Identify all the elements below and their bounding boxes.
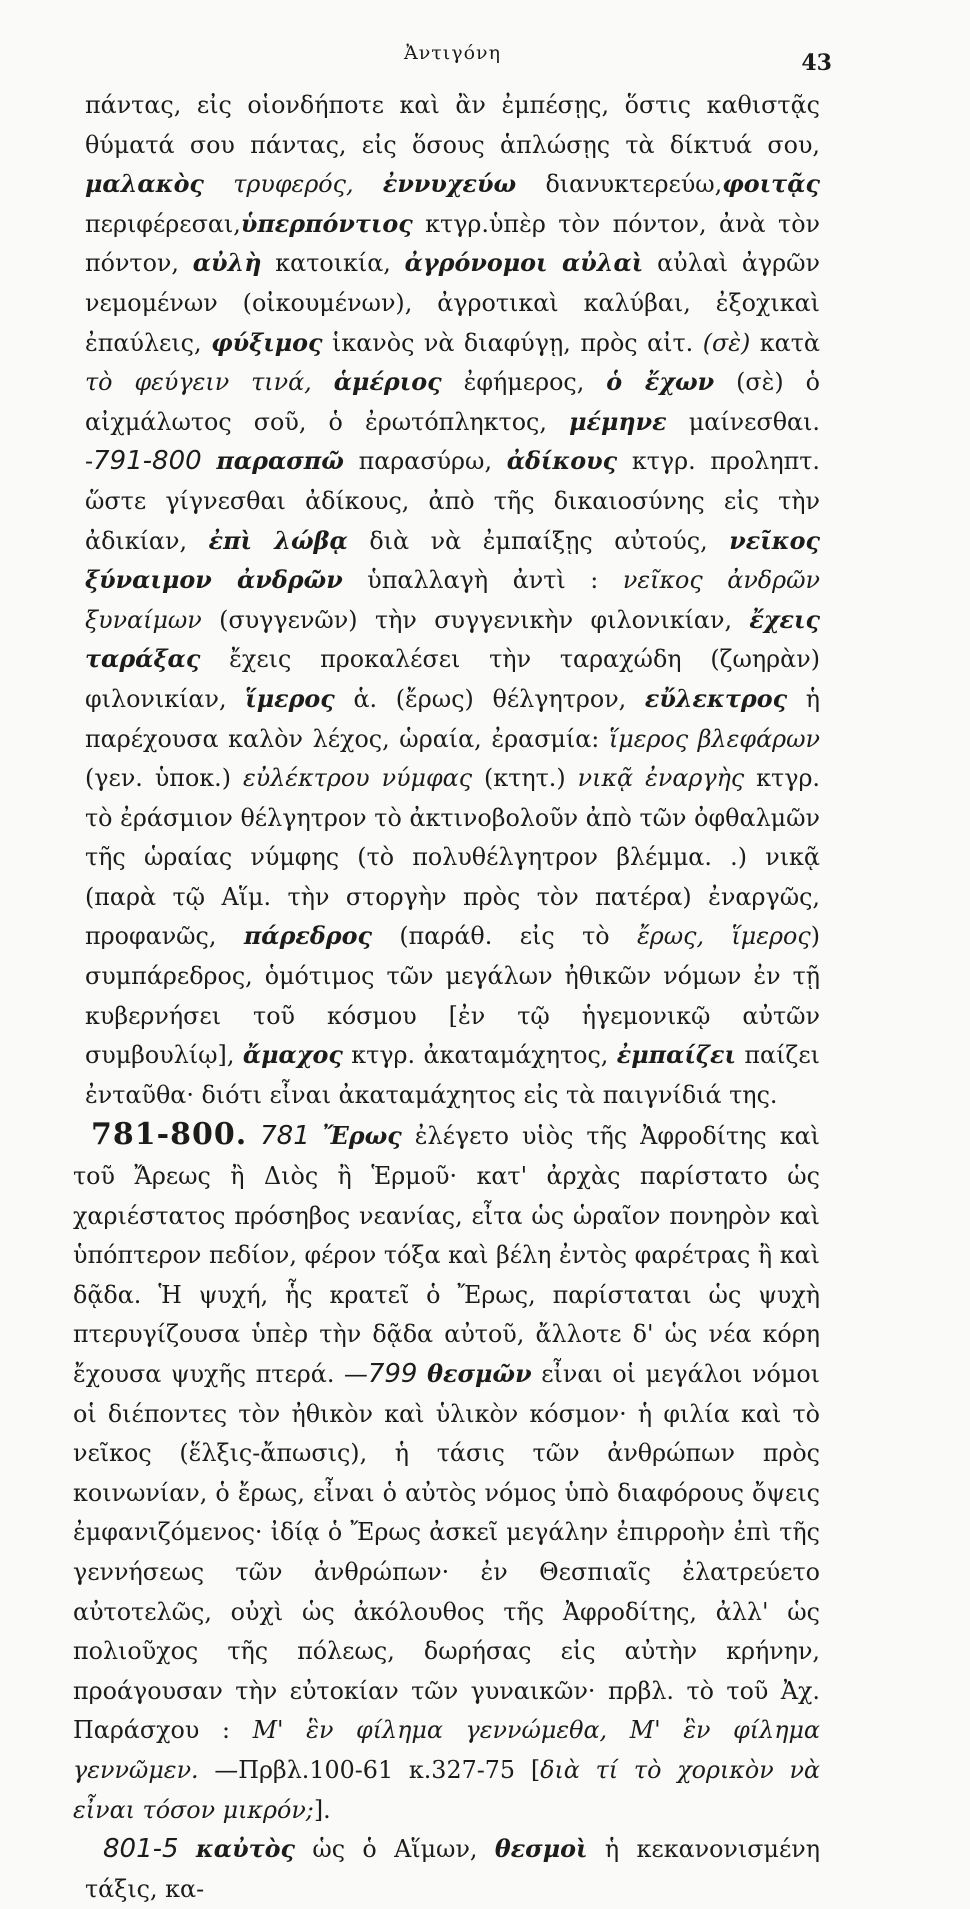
text-run [417,1360,427,1388]
commentary-paragraph [85,86,820,1115]
commentary-paragraph [73,1115,820,1830]
lemma: ἐπὶ λώβᾳ [208,526,348,555]
italic-text: ἔρως, ἵμερος [637,922,811,951]
text-run: (σὲ) ὁ αἰχμάλωτος σοῦ, ὁ ἐρωτόπληκτος, [85,368,820,436]
text-run: ἔχεις προκαλέσει τὴν ταραχώδη (ζωηρὰν) φιλονικίαν, [85,645,820,713]
italic-text: νικᾷ ἐναργὴς [577,764,745,793]
text-run: ἡ παρέχουσα καλὸν λέχος, ὡραία, ἐρασμία: [85,684,820,753]
text-run: (συγγενῶν) τὴν συγγενικὴν φιλονικίαν, [201,605,750,634]
text-run: κατὰ [750,328,820,357]
text-run: μαίνεσθαι. - [85,407,820,476]
text-run: αὐλαὶ ἀγρῶν νεμομένων (οἰκουμένων), ἀγροτικαὶ καλύβαι, ἐξοχικαὶ ἐπαύλεις, [85,249,820,357]
lemma: Ἔρως [322,1122,402,1151]
text-run: κτγρ. τὸ ἐράσμιον θέλγητρον τὸ ἀκτινοβολοῦν ἀπὸ τῶν ὀφθαλμῶν τῆς ὡραίας νύμφης (τὸ πολυθέλγητρον βλέμμα. .) νικᾷ (παρὰ τῷ Αἵμ. τὴν στοργὴν πρὸς τὸν πατέρα) ἐναργῶς, προφανῶς, [85,764,820,951]
lemma: ἁμέριος [333,368,442,397]
lemma: πάρεδρος [243,922,372,951]
text-run [310,1122,323,1150]
line-reference: 799 [367,1359,418,1389]
text-run: (γεν. ὑποκ.) [85,764,243,793]
text-run: διὰ νὰ ἐμπαίξῃς αὐτούς, [347,526,730,555]
text-run [202,447,217,475]
lemma: καὐτὸς [195,1835,295,1864]
text-run: διανυκτερεύω, [516,170,723,199]
commentary-text [73,86,820,1909]
text-run: παίζει ἐνταῦθα· διότι εἶναι ἀκαταμάχητος εἰς τὰ παιγνίδιά της. [85,1041,820,1109]
italic-text: εὐλέκτρου νύμφας [242,764,473,793]
text-run: ]. [313,1795,331,1824]
italic-text: ἵμερος βλεφάρων [608,724,820,753]
text-run [312,368,334,396]
lemma: θεσμοὶ [494,1835,588,1864]
lemma: ἀδίκους [506,447,618,476]
text-run: κτγρ. προληπτ. ὥστε γίγνεσθαι ἀδίκους, ἀπὸ τῆς δικαιοσύνης εἰς τὴν ἀδικίαν, [85,447,820,555]
text-run [354,170,383,198]
text-run: ἁ. (ἔρως) θέλγητρον, [334,684,645,713]
text-run: ἱκανὸς νὰ διαφύγῃ, πρὸς αἰτ. [322,328,703,357]
text-run [179,1835,196,1863]
running-head [85,38,832,78]
text-run: ἐλέγετο υἱὸς τῆς Ἀφροδίτης καὶ τοῦ Ἄρεως ἢ Διὸς ἢ Ἑρμοῦ· κατ' ἀρχὰς παρίστατο ὡς χαριέστατος πρόσηβος νεανίας, εἶτα ὡς ὡραῖον πονηρὸν καὶ ὑπόπτερον πεδίον, φέρον τόξα καὶ βέλη ἐντὸς φαρέτρας ἢ καὶ δᾷδα. Ἡ ψυχή, ἧς κρατεῖ ὁ Ἔρως, παρίσταται ὡς ψυχὴ πτερυγίζουσα ὑπὲρ τὴν δᾷδα αὐτοῦ, ἄλλοτε δ' ὡς νέα κόρη ἔχουσα ψυχῆς πτερά. — [73,1122,820,1388]
lemma: θεσμῶν [427,1360,532,1388]
lemma: παρασπῶ [216,447,344,476]
lemma: αὐλὴ [192,249,262,278]
text-run: εἶναι οἱ μεγάλοι νόμοι οἱ διέποντες τὸν ἠθικὸν καὶ ὑλικὸν κόσμον· ἡ φιλία καὶ τὸ νεῖκος (ἕλξις-ἄπωσις), ἡ τάσις τῶν ἀνθρώπων πρὸς κοινωνίαν, ὁ ἔρως, εἶναι ὁ αὐτὸς νόμος ὑπὸ διαφόρους ὄψεις ἐμφανιζόμενος· ἰδίᾳ ὁ Ἔρως ἀσκεῖ μεγάλην ἐπιρροὴν ἐπὶ τῆς γεννήσεως τῶν ἀνθρώπων· ἐν Θεσπιαῖς ἐλατρεύετο αὐτοτελῶς, οὐχὶ ὡς ἀκόλουθος τῆς Ἀφροδίτης, ἀλλ' ὡς πολιοῦχος τῆς πόλεως, δωρήσας εἰς αὐτὴν κρήνην, προάγουσαν τὴν εὐτοκίαν τῶν γυναικῶν· πρβλ. τὸ τοῦ Ἀχ. Παράσχου : [73,1360,820,1745]
running-title: Ἀντιγόνη [404,42,501,64]
text-run: —Πρβλ.100-61 κ.327-75 [ [198,1755,541,1784]
lemma: νεῖκος ξύναιμον ἀνδρῶν [85,526,820,595]
lemma: ἄμαχος [242,1041,343,1070]
text-run: περιφέρεσαι, [85,209,241,238]
text-run: παρασύρω, [343,447,507,476]
line-reference: 781 [260,1121,310,1152]
text-run: ὡς ὁ Αἵμων, [294,1835,495,1864]
italic-text: (σὲ) [702,328,751,357]
lemma: εὔλεκτρος [644,684,788,713]
text-run [204,170,233,198]
lemma: φύξιμος [211,328,323,357]
lemma: ἐννυχεύω [382,170,517,199]
italic-text: τρυφερός, [233,170,354,199]
italic-text: Μ' ἓν φίλημα γεννώμεθα, Μ' ἓν φίλημα γεννῶμεν. [73,1716,820,1784]
text-run: ὑπαλλαγὴ ἀντὶ : [342,566,623,595]
text-run: ἡ κεκανονισμένη τάξις, κα- [85,1835,820,1903]
text-run: πάντας, εἰς οἱονδήποτε καὶ ἂν ἐμπέσῃς, ὅστις καθιστᾷς θύματά σου πάντας, εἰς ὅσους ἁπλώσῃς τὰ δίκτυά σου, [85,91,820,159]
lemma: ὑπερπόντιος [240,209,413,238]
lemma: μαλακὸς [85,170,204,199]
text-run [247,1122,260,1150]
text-run: (κτητ.) [472,764,578,793]
commentary-paragraph [85,1830,820,1909]
text-run: κατοικία, [261,249,405,278]
lemma: φοιτᾷς [722,170,820,199]
section-heading: 781-800. [91,1117,248,1153]
lemma: ἐμπαίζει [616,1041,736,1070]
lemma: ἔχεις ταράξας [85,605,820,674]
italic-text: διὰ τί τὸ χορικὸν νὰ εἶναι τόσον μικρόν; [73,1755,820,1824]
text-run: ἐφήμερος, [441,368,607,397]
italic-text: τὸ φεύγειν τινά, [85,368,312,397]
lemma: ἀγρόνομοι αὐλαὶ [404,249,644,278]
text-run: κτγρ. ἀκαταμάχητος, [342,1041,617,1070]
line-reference: 801-5 [103,1834,179,1865]
italic-text: νεῖκος ἀνδρῶν ξυναίμων [85,566,820,634]
line-reference: 791-800 [93,446,202,477]
text-run: ) συμπάρεδρος, ὁμότιμος τῶν μεγάλων ἠθικῶν νόμων ἐν τῇ κυβερνήσει τοῦ κόσμου [ἐν τῷ ἡγεμονικῷ αὐτῶν συμβουλίῳ], [85,922,820,1070]
text-run: κτγρ.ὑπὲρ τὸν πόντον, ἀνὰ τὸν πόντον, [85,209,820,278]
lemma: ἵμερος [245,684,335,713]
text-run: (παράθ. εἰς τὸ [371,922,637,951]
lemma: ὁ ἔχων [606,368,715,397]
lemma: μέμηνε [569,407,667,436]
page-number: 43 [801,50,832,76]
